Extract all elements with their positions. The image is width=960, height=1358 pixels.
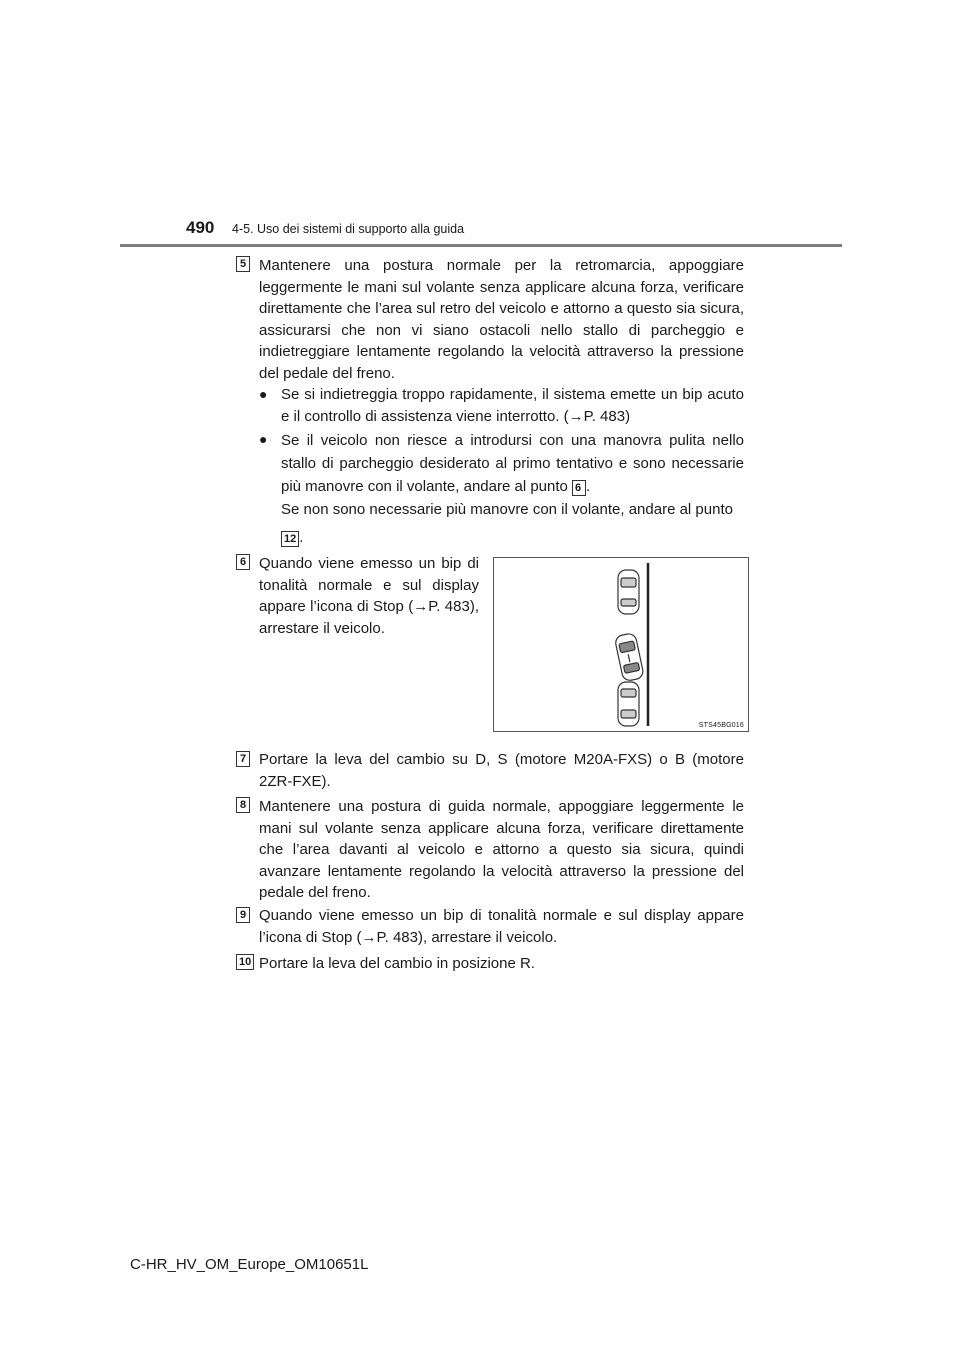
step-5-text: Mantenere una postura normale per la retromarcia, appoggiare leggermente le mani sul volante senza applicare alcuna forza, verificare direttamente che l’area sul retro del veicolo e attorno a questo sia sicura, assicurarsi che non vi siano ostacoli nello stallo di parcheggio e indietreggiare lentamente regolando la velocità attraverso la pressione del pedale del freno. [259, 257, 744, 382]
section-title: 4-5. Uso dei sistemi di supporto alla guida [232, 222, 465, 236]
step-badge-8: 8 [236, 797, 250, 813]
header-rule [120, 244, 842, 247]
step-badge-5: 5 [236, 256, 250, 272]
bullet-icon: ● [259, 386, 268, 402]
step-9-text: Quando viene emesso un bip di tonalità normale e sul display appare l’icona di Stop (→P. 483), arrestare il veicolo. [259, 907, 744, 946]
step-8-text: Mantenere una postura di guida normale, appoggiare leggermente le mani sul volante senza applicare alcuna forza, verificare direttamente che l’area davanti al veicolo e attorno a questo sia sicura, quindi avanzare lentamente regolando la velocità attraverso la pressione del pedale del freno. [259, 798, 744, 901]
parking-diagram [494, 558, 748, 731]
step-5-bullets [259, 384, 744, 549]
bullet-icon: ● [259, 431, 268, 447]
step-badge-9: 9 [236, 907, 250, 923]
step-badge-6: 6 [236, 554, 250, 570]
footer-doc-id: C-HR_HV_OM_Europe_OM10651L [130, 1256, 369, 1273]
step-7-text: Portare la leva del cambio su D, S (motore M20A-FXS) o B (motore 2ZR-FXE). [259, 751, 744, 790]
step-ref-badge-12: 12 [281, 531, 299, 547]
step-ref-badge-6: 6 [572, 480, 586, 496]
bullet-1-text: Se si indietreggia troppo rapidamente, il sistema emette un bip acuto e il controllo di assistenza viene interrotto. (→P. 483) [281, 386, 744, 425]
bullet-item: ● Se il veicolo non riesce a introdursi con una manovra pulita nello stallo di parcheggio desiderato al primo tentativo e sono necessarie più manovre con il volante, andare al punto 6 . Se non sono necessarie più manovre con il volante, andare al punto 12 . [259, 429, 744, 549]
page-number: 490 [186, 218, 215, 237]
step-6-text: Quando viene emesso un bip di tonalità normale e sul display appare l’icona di Stop (→P. 483), arrestare il veicolo. [259, 555, 479, 637]
figure-code: STS45BG016 [698, 722, 744, 729]
parked-car-top [618, 570, 639, 614]
step-10-text: Portare la leva del cambio in posizione R. [259, 955, 535, 972]
bullet-item [259, 384, 744, 427]
bullet-2-text-b: Se non sono necessarie più manovre con il volante, andare al punto [281, 501, 733, 518]
step-badge-7: 7 [236, 751, 250, 767]
step-badge-10: 10 [236, 954, 254, 970]
parking-illustration [493, 557, 749, 732]
maneuvering-car [614, 632, 644, 681]
parked-car-bottom [618, 682, 639, 726]
bullet-2-text-a: Se il veicolo non riesce a introdursi con una manovra pulita nello stallo di parcheggio desiderato al primo tentativo e sono necessarie più manovre con il volante, andare al punto [281, 432, 744, 495]
